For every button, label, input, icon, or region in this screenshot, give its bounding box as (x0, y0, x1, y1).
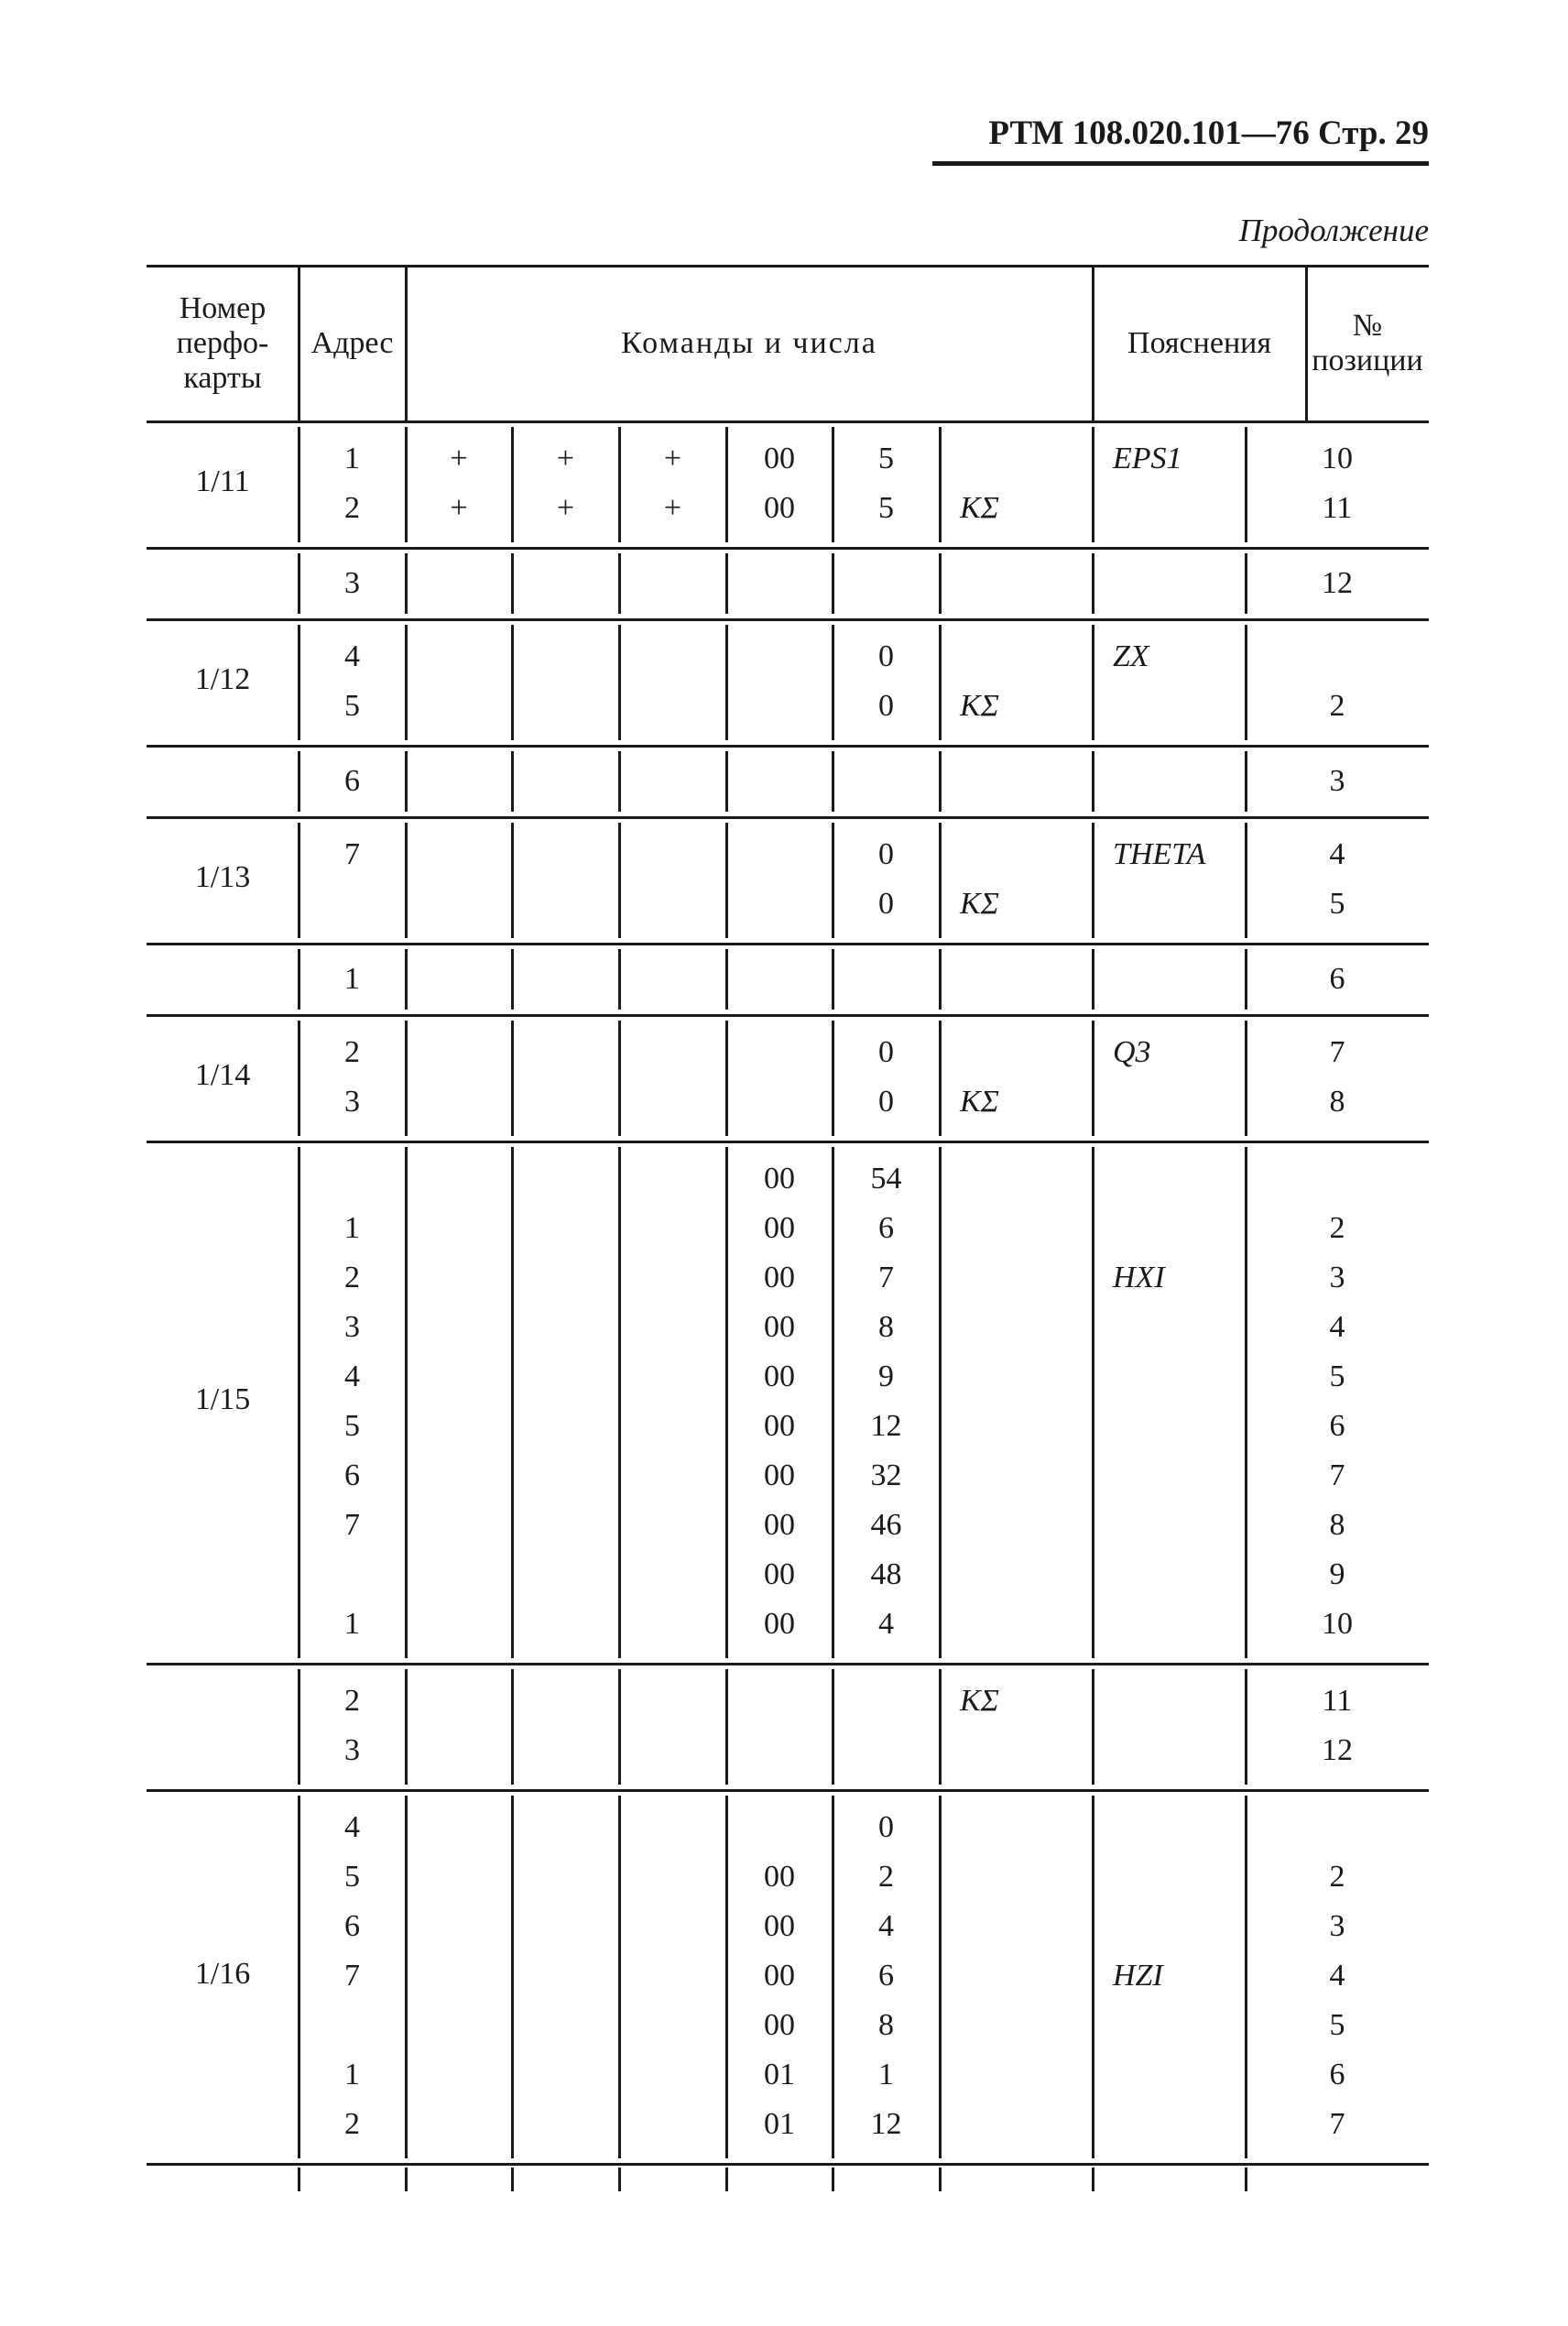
command-cell: 00 (764, 1607, 795, 1641)
position-cell: 10 (1322, 442, 1353, 475)
column-divider (939, 1147, 942, 1658)
column-divider (939, 949, 942, 1010)
command-cell: 8 (878, 2008, 894, 2042)
command-cell: 01 (764, 2107, 795, 2141)
position-cell: 2 (1329, 1211, 1345, 1245)
column-divider (618, 823, 621, 938)
position-cell: 5 (1329, 2008, 1345, 2042)
column-divider (298, 751, 300, 812)
command-cell: 00 (764, 1211, 795, 1245)
command-cell: 32 (870, 1458, 902, 1492)
column-divider (298, 553, 300, 614)
position-cell: 2 (1329, 689, 1345, 723)
column-divider (405, 2168, 408, 2191)
column-divider (618, 751, 621, 812)
address-cell: 2 (344, 1684, 360, 1718)
column-divider (939, 1669, 942, 1785)
address-cell: 1 (344, 2058, 360, 2091)
position-cell: 4 (1329, 1310, 1345, 1344)
card-number: 1/16 (194, 1957, 251, 1991)
column-divider (1092, 1796, 1094, 2158)
column-divider (511, 553, 514, 614)
column-divider (1092, 949, 1094, 1010)
command-cell: 00 (764, 1261, 795, 1294)
column-divider (298, 823, 300, 938)
continuation-label: Продолжение (1238, 213, 1429, 248)
row-divider (147, 745, 1429, 748)
note-cell: EPS1 (1113, 442, 1182, 475)
row-divider (147, 943, 1429, 945)
column-divider (1245, 823, 1247, 938)
command-cell: KΣ (960, 491, 999, 525)
command-cell: 48 (870, 1557, 902, 1591)
card-number: 1/15 (194, 1382, 251, 1416)
column-divider (618, 553, 621, 614)
command-cell: + (450, 442, 468, 475)
position-cell: 4 (1329, 837, 1345, 871)
column-divider (939, 1796, 942, 2158)
address-cell: 1 (344, 1211, 360, 1245)
command-cell: KΣ (960, 1085, 999, 1119)
column-divider (1245, 1147, 1247, 1658)
column-divider (405, 823, 408, 938)
column-divider (939, 625, 942, 740)
command-cell: KΣ (960, 689, 999, 723)
address-cell: 1 (344, 442, 360, 475)
column-divider (511, 1669, 514, 1785)
note-cell: THETA (1113, 837, 1206, 871)
column-divider (511, 427, 514, 542)
column-divider (298, 1147, 300, 1658)
column-divider (405, 553, 408, 614)
address-cell: 5 (344, 689, 360, 723)
command-cell: + (450, 491, 468, 525)
position-cell: 11 (1322, 1684, 1353, 1718)
column-divider (298, 266, 300, 421)
column-divider (725, 427, 728, 542)
address-cell: 6 (344, 764, 360, 798)
column-divider (511, 949, 514, 1010)
data-table (147, 266, 1429, 2199)
column-divider (832, 427, 834, 542)
column-divider (511, 823, 514, 938)
column-divider (832, 1021, 834, 1136)
command-cell: 5 (878, 442, 894, 475)
column-divider (298, 949, 300, 1010)
column-divider (832, 2168, 834, 2191)
column-divider (405, 1021, 408, 1136)
command-cell: + (556, 442, 575, 475)
column-divider (1245, 949, 1247, 1010)
column-divider (1092, 1021, 1094, 1136)
command-cell: 54 (870, 1162, 902, 1196)
address-cell: 3 (344, 1085, 360, 1119)
command-cell: 00 (764, 2008, 795, 2042)
address-cell: 3 (344, 1733, 360, 1767)
column-divider (725, 2168, 728, 2191)
position-cell: 9 (1329, 1557, 1345, 1591)
column-divider (511, 1796, 514, 2158)
column-divider (832, 625, 834, 740)
column-divider (405, 751, 408, 812)
command-cell: 00 (764, 1162, 795, 1196)
column-divider (618, 949, 621, 1010)
card-number: 1/12 (194, 662, 251, 696)
note-cell: HZI (1113, 1959, 1163, 1993)
command-cell: KΣ (960, 1684, 999, 1718)
row-divider (147, 1014, 1429, 1017)
address-cell: 7 (344, 837, 360, 871)
position-cell: 6 (1329, 1409, 1345, 1443)
command-cell: 7 (878, 1261, 894, 1294)
column-divider (1245, 1021, 1247, 1136)
column-divider (725, 1147, 728, 1658)
column-divider (1245, 553, 1247, 614)
command-cell: 00 (764, 442, 795, 475)
column-divider (1245, 427, 1247, 542)
column-divider (405, 1796, 408, 2158)
address-cell: 6 (344, 1909, 360, 1943)
command-cell: 0 (878, 837, 894, 871)
column-divider (725, 751, 728, 812)
position-cell: 3 (1329, 1909, 1345, 1943)
position-cell: 8 (1329, 1085, 1345, 1119)
column-divider (1092, 823, 1094, 938)
column-divider (618, 1147, 621, 1658)
column-divider (1092, 625, 1094, 740)
command-cell: + (663, 491, 682, 525)
command-cell: 00 (764, 1959, 795, 1993)
header-card-number: Номер перфо- карты (176, 291, 269, 395)
column-divider (1092, 2168, 1094, 2191)
column-divider (1245, 751, 1247, 812)
column-divider (618, 1796, 621, 2158)
header-notes: Пояснения (1127, 326, 1271, 360)
column-divider (725, 823, 728, 938)
position-cell: 8 (1329, 1508, 1345, 1542)
command-cell: 4 (878, 1909, 894, 1943)
address-cell: 7 (344, 1959, 360, 1993)
page-header-text: РТМ 108.020.101—76 Стр. 29 (988, 115, 1429, 152)
command-cell: 5 (878, 491, 894, 525)
column-divider (618, 2168, 621, 2191)
column-divider (939, 553, 942, 614)
column-divider (725, 1021, 728, 1136)
column-divider (511, 1147, 514, 1658)
position-cell: 10 (1322, 1607, 1353, 1641)
note-cell: HXI (1113, 1261, 1165, 1294)
column-divider (832, 1669, 834, 1785)
column-divider (832, 1796, 834, 2158)
column-divider (298, 1796, 300, 2158)
command-cell: 0 (878, 639, 894, 673)
column-divider (832, 1147, 834, 1658)
address-cell: 1 (344, 962, 360, 996)
command-cell: 12 (870, 2107, 902, 2141)
column-divider (618, 1669, 621, 1785)
address-cell: 2 (344, 2107, 360, 2141)
column-divider (405, 1669, 408, 1785)
header-address: Адрес (310, 326, 394, 360)
address-cell: 3 (344, 1310, 360, 1344)
command-cell: 00 (764, 1458, 795, 1492)
command-cell: 4 (878, 1607, 894, 1641)
column-divider (725, 625, 728, 740)
column-divider (1092, 427, 1094, 542)
column-divider (1245, 625, 1247, 740)
column-divider (1092, 1147, 1094, 1658)
address-cell: 5 (344, 1409, 360, 1443)
column-divider (725, 553, 728, 614)
column-divider (511, 1021, 514, 1136)
column-divider (1245, 2168, 1247, 2191)
command-cell: 00 (764, 1508, 795, 1542)
column-divider (1092, 1669, 1094, 1785)
row-divider (147, 265, 1429, 268)
command-cell: 2 (878, 1860, 894, 1894)
position-cell: 4 (1329, 1959, 1345, 1993)
column-divider (405, 266, 408, 421)
column-divider (405, 625, 408, 740)
column-divider (298, 1669, 300, 1785)
column-divider (939, 751, 942, 812)
column-divider (939, 1021, 942, 1136)
column-divider (1092, 266, 1094, 421)
column-divider (511, 2168, 514, 2191)
address-cell: 3 (344, 566, 360, 600)
page-header (932, 110, 1429, 166)
column-divider (725, 949, 728, 1010)
row-divider (147, 618, 1429, 621)
row-divider (147, 420, 1429, 423)
card-number: 1/13 (194, 860, 251, 894)
address-cell: 4 (344, 1360, 360, 1393)
column-divider (939, 823, 942, 938)
command-cell: 0 (878, 1035, 894, 1069)
row-divider (147, 1141, 1429, 1143)
column-divider (298, 427, 300, 542)
column-divider (1092, 751, 1094, 812)
position-cell: 7 (1329, 1035, 1345, 1069)
column-divider (939, 427, 942, 542)
command-cell: 0 (878, 1810, 894, 1844)
card-number: 1/11 (195, 464, 250, 498)
command-cell: 01 (764, 2058, 795, 2091)
address-cell: 6 (344, 1458, 360, 1492)
command-cell: 00 (764, 1310, 795, 1344)
position-cell: 6 (1329, 962, 1345, 996)
position-cell: 5 (1329, 1360, 1345, 1393)
command-cell: 0 (878, 887, 894, 921)
address-cell: 2 (344, 1035, 360, 1069)
command-cell: 00 (764, 1860, 795, 1894)
column-divider (405, 1147, 408, 1658)
row-divider (147, 2163, 1429, 2166)
column-divider (725, 1796, 728, 2158)
address-cell: 2 (344, 1261, 360, 1294)
column-divider (618, 427, 621, 542)
command-cell: 6 (878, 1959, 894, 1993)
note-cell: ZX (1113, 639, 1149, 673)
column-divider (618, 1021, 621, 1136)
command-cell: 8 (878, 1310, 894, 1344)
position-cell: 3 (1329, 1261, 1345, 1294)
position-cell: 2 (1329, 1860, 1345, 1894)
column-divider (1092, 553, 1094, 614)
address-cell: 2 (344, 491, 360, 525)
column-divider (832, 949, 834, 1010)
command-cell: 00 (764, 1360, 795, 1393)
row-divider (147, 547, 1429, 550)
note-cell: Q3 (1113, 1035, 1151, 1069)
command-cell: 00 (764, 1557, 795, 1591)
position-cell: 3 (1329, 764, 1345, 798)
command-cell: 46 (870, 1508, 902, 1542)
column-divider (939, 2168, 942, 2191)
column-divider (298, 2168, 300, 2191)
position-cell: 12 (1322, 1733, 1353, 1767)
command-cell: 1 (878, 2058, 894, 2091)
command-cell: 00 (764, 1409, 795, 1443)
address-cell: 4 (344, 639, 360, 673)
column-divider (405, 427, 408, 542)
column-divider (1245, 1796, 1247, 2158)
column-divider (832, 553, 834, 614)
row-divider (147, 1789, 1429, 1792)
command-cell: 9 (878, 1360, 894, 1393)
command-cell: 0 (878, 1085, 894, 1119)
command-cell: + (556, 491, 575, 525)
command-cell: + (663, 442, 682, 475)
row-divider (147, 1663, 1429, 1665)
address-cell: 7 (344, 1508, 360, 1542)
address-cell: 1 (344, 1607, 360, 1641)
position-cell: 7 (1329, 1458, 1345, 1492)
position-cell: 12 (1322, 566, 1353, 600)
header-commands: Команды и числа (621, 326, 877, 360)
column-divider (1305, 266, 1308, 421)
column-divider (832, 751, 834, 812)
column-divider (298, 625, 300, 740)
position-cell: 6 (1329, 2058, 1345, 2091)
column-divider (618, 625, 621, 740)
column-divider (725, 1669, 728, 1785)
command-cell: 12 (870, 1409, 902, 1443)
address-cell: 5 (344, 1860, 360, 1894)
header-position: № позиции (1312, 309, 1423, 377)
card-number: 1/14 (194, 1058, 251, 1092)
command-cell: 0 (878, 689, 894, 723)
position-cell: 5 (1329, 887, 1345, 921)
row-divider (147, 816, 1429, 819)
column-divider (405, 949, 408, 1010)
column-divider (511, 751, 514, 812)
command-cell: 6 (878, 1211, 894, 1245)
column-divider (511, 625, 514, 740)
address-cell: 4 (344, 1810, 360, 1844)
position-cell: 11 (1322, 491, 1353, 525)
column-divider (832, 823, 834, 938)
command-cell: KΣ (960, 887, 999, 921)
column-divider (1245, 1669, 1247, 1785)
column-divider (298, 1021, 300, 1136)
position-cell: 7 (1329, 2107, 1345, 2141)
command-cell: 00 (764, 491, 795, 525)
command-cell: 00 (764, 1909, 795, 1943)
